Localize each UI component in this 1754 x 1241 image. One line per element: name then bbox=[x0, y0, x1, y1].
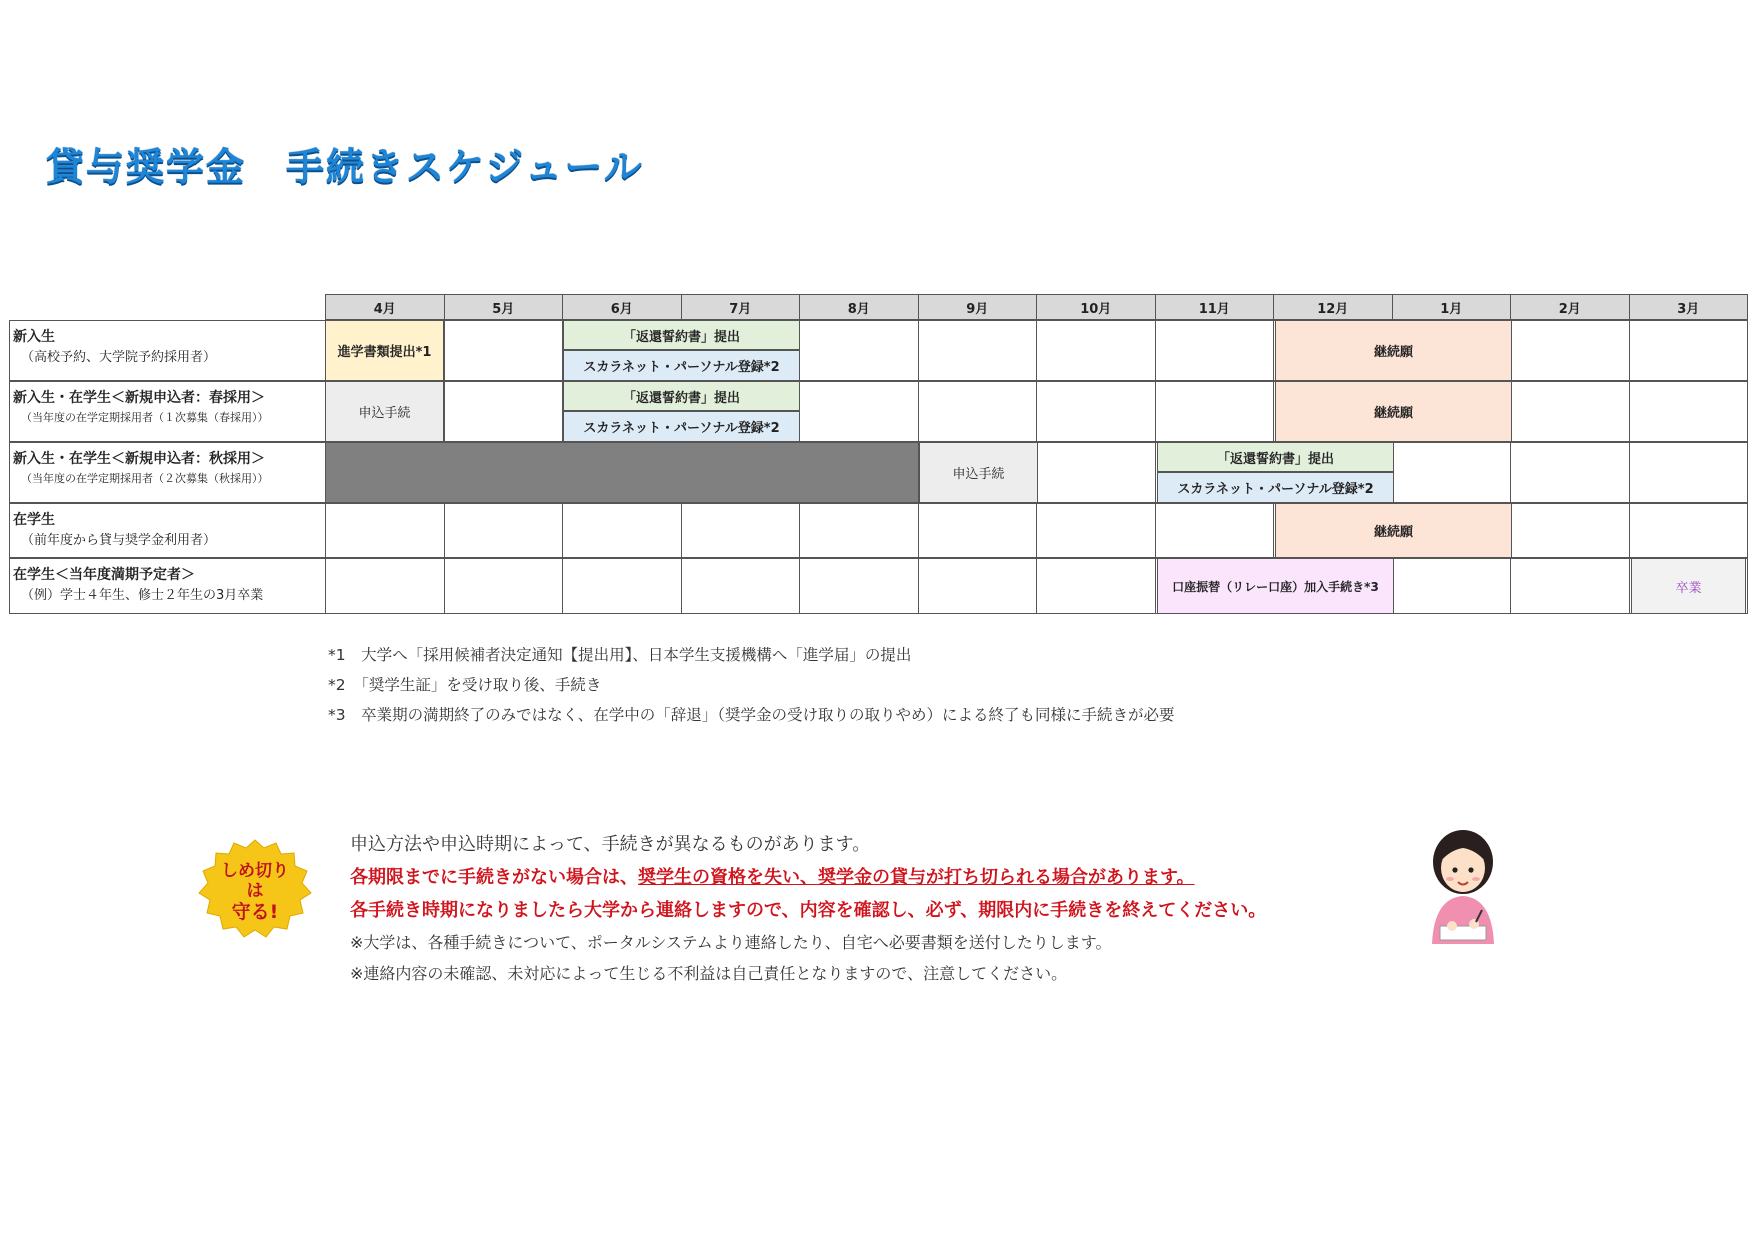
footnote-3: *3 卒業期の満期終了のみではなく、在学中の「辞退」（奨学金の受け取りの取りやめ）による終了も同様に手続きが必要 bbox=[328, 706, 1175, 724]
schedule-cell bbox=[918, 320, 1038, 381]
schedule-grid bbox=[9, 294, 1746, 614]
footnote-1: *1 大学へ「採用候補者決定通知【提出用】、日本学生支援機構へ「進学届」の提出 bbox=[328, 646, 912, 664]
schedule-cell bbox=[444, 558, 564, 614]
schedule-cell bbox=[918, 503, 1038, 558]
schedule-cell bbox=[1155, 381, 1275, 442]
task-henkan-seiyakusho: 「返還誓約書」提出 bbox=[563, 381, 800, 411]
schedule-cell bbox=[562, 558, 682, 614]
schedule-cell bbox=[799, 558, 919, 614]
schedule-cell bbox=[1392, 558, 1512, 614]
notice-line-2a: 各期限までに手続きがない場合は、 bbox=[350, 867, 638, 888]
row-label-sub: （前年度から貸与奨学金利用者） bbox=[21, 533, 217, 549]
row-label-main: 在学生 bbox=[13, 512, 55, 528]
task-keizoku-negai: 継続願 bbox=[1275, 381, 1512, 442]
schedule-cell bbox=[444, 503, 564, 558]
task-keizoku-negai: 継続願 bbox=[1275, 320, 1512, 381]
month-header: 12月 bbox=[1273, 294, 1393, 320]
row-label-sub: （当年度の在学定期採用者（１次募集（春採用）） bbox=[21, 411, 269, 425]
schedule-cell bbox=[918, 381, 1038, 442]
badge-text-3: 守る! bbox=[231, 901, 279, 923]
schedule-cell bbox=[1155, 320, 1275, 381]
notice-line-2 bbox=[350, 861, 1266, 894]
footnote-2: *2 「奨学生証」を受け取り後、手続き bbox=[328, 676, 602, 694]
row-label bbox=[9, 558, 326, 614]
month-header: 8月 bbox=[799, 294, 919, 320]
task-graduation: 卒業 bbox=[1631, 558, 1746, 614]
notice-message bbox=[350, 828, 1266, 989]
schedule-cell bbox=[1036, 503, 1156, 558]
schedule-cell bbox=[1629, 381, 1749, 442]
task-scholarnet-registration: スカラネット・パーソナル登録*2 bbox=[563, 411, 800, 442]
schedule-cell bbox=[1510, 503, 1630, 558]
schedule-cell bbox=[1155, 503, 1275, 558]
month-header: 6月 bbox=[562, 294, 682, 320]
schedule-cell bbox=[1510, 320, 1630, 381]
row-label bbox=[9, 320, 326, 381]
month-header: 7月 bbox=[681, 294, 801, 320]
schedule-cell bbox=[799, 381, 919, 442]
row-label-main: 新入生・在学生＜新規申込者：秋採用＞ bbox=[13, 451, 265, 467]
schedule-cell bbox=[1036, 442, 1156, 503]
task-kouza-furikae: 口座振替（リレー口座）加入手続き*3 bbox=[1157, 558, 1394, 614]
row-label bbox=[9, 442, 326, 503]
badge-text-2: は bbox=[246, 881, 264, 901]
schedule-cell bbox=[444, 381, 564, 442]
task-henkan-seiyakusho: 「返還誓約書」提出 bbox=[563, 320, 800, 350]
notice-line-2b: 奨学生の資格を失い、奨学金の貸与が打ち切られる場合があります。 bbox=[638, 867, 1195, 888]
page-title: 貸与奨学金 手続きスケジュール bbox=[46, 145, 644, 189]
task-not-applicable-block bbox=[325, 442, 919, 503]
row-label-main: 新入生 bbox=[13, 329, 55, 345]
schedule-cell bbox=[1036, 381, 1156, 442]
schedule-cell bbox=[1510, 442, 1630, 503]
row-label bbox=[9, 503, 326, 558]
schedule-cell bbox=[1629, 442, 1749, 503]
task-shingaku-shorui: 進学書類提出*1 bbox=[325, 320, 444, 381]
schedule-cell bbox=[918, 558, 1038, 614]
deadline-badge-icon bbox=[196, 838, 314, 938]
task-moushikomi: 申込手続 bbox=[325, 381, 444, 442]
notice-line-5: ※連絡内容の未確認、未対応によって生じる不利益は自己責任となりますので、注意してください。 bbox=[350, 964, 1068, 983]
notice-line-3: 各手続き時期になりましたら大学から連絡しますので、内容を確認し、必ず、期限内に手続きを終えてください。 bbox=[350, 900, 1267, 921]
month-header: 1月 bbox=[1392, 294, 1512, 320]
task-henkan-seiyakusho: 「返還誓約書」提出 bbox=[1157, 442, 1394, 472]
row-label-main: 新入生・在学生＜新規申込者：春採用＞ bbox=[13, 390, 265, 406]
month-header: 2月 bbox=[1510, 294, 1630, 320]
schedule-cell bbox=[681, 503, 801, 558]
schedule-cell bbox=[799, 503, 919, 558]
month-header: 3月 bbox=[1629, 294, 1749, 320]
schedule-cell bbox=[1392, 442, 1512, 503]
task-moushikomi: 申込手続 bbox=[919, 442, 1038, 503]
row-label-sub: （高校予約、大学院予約採用者） bbox=[21, 350, 217, 366]
schedule-cell bbox=[325, 558, 445, 614]
notice-line-4: ※大学は、各種手続きについて、ポータルシステムより連絡したり、自宅へ必要書類を送付したりします。 bbox=[350, 933, 1112, 952]
girl-writing-icon bbox=[1420, 826, 1506, 944]
row-label-sub: （例）学士４年生、修士２年生の3月卒業 bbox=[21, 588, 264, 604]
month-header: 5月 bbox=[444, 294, 564, 320]
schedule-cell bbox=[562, 503, 682, 558]
row-label-main: 在学生＜当年度満期予定者＞ bbox=[13, 567, 195, 583]
month-header: 10月 bbox=[1036, 294, 1156, 320]
month-header: 11月 bbox=[1155, 294, 1275, 320]
badge-text-1: しめ切り bbox=[221, 861, 289, 881]
task-scholarnet-registration: スカラネット・パーソナル登録*2 bbox=[1157, 472, 1394, 503]
notice-line-1: 申込方法や申込時期によって、手続きが異なるものがあります。 bbox=[350, 834, 871, 855]
row-label bbox=[9, 381, 326, 442]
month-header: 4月 bbox=[325, 294, 445, 320]
schedule-cell bbox=[1510, 381, 1630, 442]
task-scholarnet-registration: スカラネット・パーソナル登録*2 bbox=[563, 350, 800, 381]
schedule-cell bbox=[799, 320, 919, 381]
schedule-cell bbox=[1036, 558, 1156, 614]
schedule-cell bbox=[681, 558, 801, 614]
schedule-cell bbox=[1629, 503, 1749, 558]
row-label-sub: （当年度の在学定期採用者（２次募集（秋採用）） bbox=[21, 472, 269, 486]
schedule-cell bbox=[1510, 558, 1630, 614]
schedule-cell bbox=[1036, 320, 1156, 381]
schedule-cell bbox=[1629, 320, 1749, 381]
month-header: 9月 bbox=[918, 294, 1038, 320]
footnotes bbox=[328, 640, 1175, 730]
task-keizoku-negai: 継続願 bbox=[1275, 503, 1512, 558]
schedule-cell bbox=[325, 503, 445, 558]
schedule-cell bbox=[444, 320, 564, 381]
